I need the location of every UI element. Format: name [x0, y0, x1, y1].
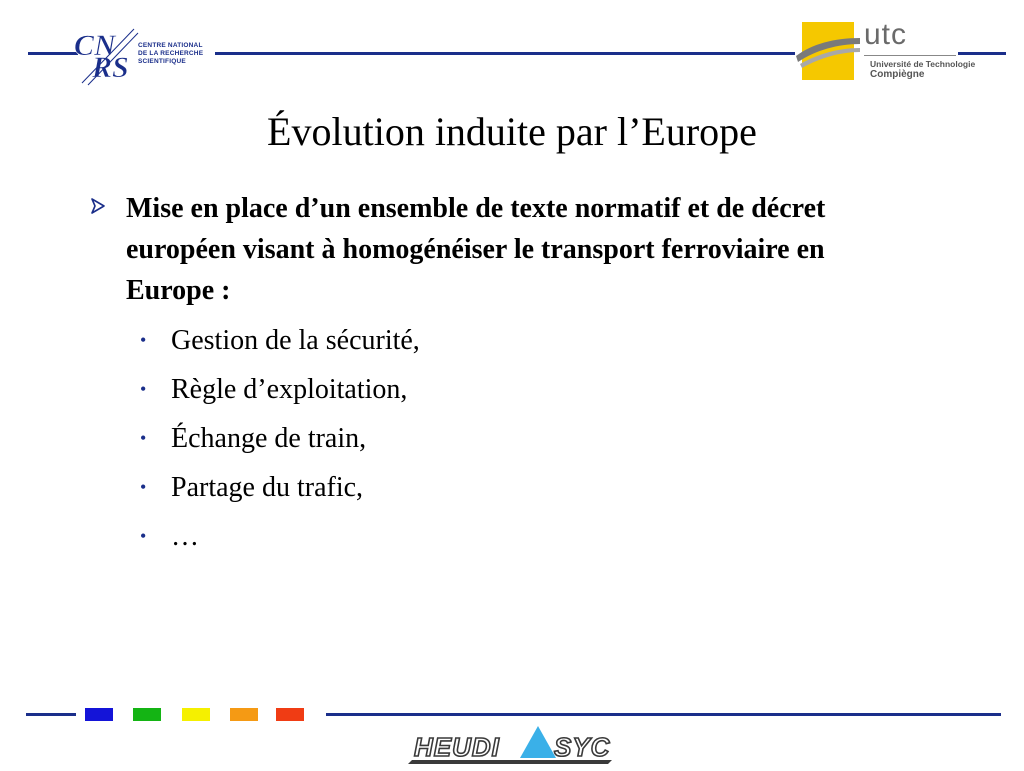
list-item-text: Échange de train, [171, 423, 367, 454]
footer-rule-left [26, 713, 76, 716]
utc-wordmark: utc [864, 18, 908, 51]
list-item [140, 414, 420, 463]
svg-text:HEUDI: HEUDI [414, 732, 500, 762]
header-rule-middle [215, 52, 795, 55]
footer-square-yellow [182, 708, 210, 721]
cnrs-mark-icon [72, 25, 142, 87]
list-item-text: … [171, 521, 199, 552]
list-item [140, 316, 420, 365]
heudiasyc-logo [408, 722, 618, 766]
main-bullet-text: Mise en place d’un ensemble de texte normatif et de décret européen visant à homogénéiser le transport ferroviaire en Europe : [126, 193, 826, 306]
cnrs-logo [72, 25, 217, 87]
list-item [140, 512, 420, 561]
slide-title: Évolution induite par l’Europe [267, 109, 757, 154]
list-item [140, 463, 420, 512]
sub-bullet-list [140, 316, 420, 561]
bullet-dot-icon: • [140, 379, 147, 399]
footer-rule-right [326, 713, 1001, 716]
svg-text:RS: RS [92, 51, 129, 84]
list-item [140, 365, 420, 414]
arrow-bullet-icon [90, 198, 106, 214]
cnrs-line-3: SCIENTIFIQUE [138, 58, 186, 65]
bullet-dot-icon: • [140, 428, 147, 448]
footer-square-green [133, 708, 161, 721]
utc-logo [794, 18, 976, 86]
utc-divider [864, 55, 956, 56]
header-rule-right [958, 52, 1006, 55]
list-item-text: Partage du trafic, [171, 472, 364, 503]
bullet-dot-icon: • [140, 526, 147, 546]
utc-swoosh-icon [794, 30, 864, 70]
utc-subtitle-1: Université de Technologie [870, 59, 976, 69]
svg-text:SYC: SYC [554, 732, 611, 762]
list-item-text: Gestion de la sécurité, [171, 325, 420, 356]
header-rule-left [28, 52, 78, 55]
bullet-dot-icon: • [140, 330, 147, 350]
cnrs-line-2: DE LA RECHERCHE [138, 50, 204, 57]
footer-square-red [276, 708, 304, 721]
heudiasyc-logo-icon [408, 722, 618, 766]
utc-subtitle-2: Compiègne [870, 69, 925, 80]
cnrs-line-1: CENTRE NATIONAL [138, 42, 203, 49]
footer-square-orange [230, 708, 258, 721]
svg-text:CN: CN [74, 29, 116, 62]
bullet-dot-icon: • [140, 477, 147, 497]
list-item-text: Règle d’exploitation, [171, 374, 408, 405]
footer-square-blue [85, 708, 113, 721]
